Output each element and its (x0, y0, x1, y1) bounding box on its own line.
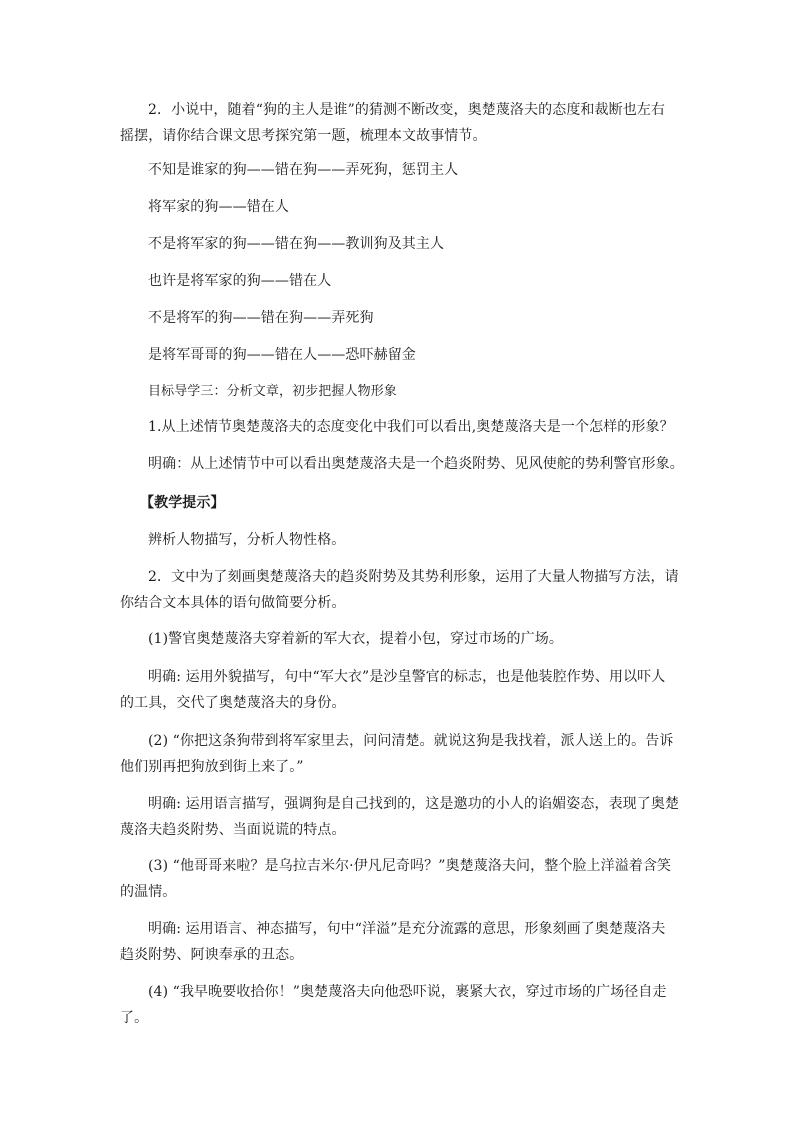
example-2-line-2: 他们别再把狗放到街上来了。” (120, 759, 304, 775)
example-3-line-1: (3) “他哥哥来啦？是乌拉吉米尔·伊凡尼奇吗？”奥楚蔑洛夫问，整个脸上洋溢着含笑 (148, 858, 672, 874)
example-4-line-2: 了。 (120, 1010, 149, 1026)
answer-ex2-line-2: 蔑洛夫趋炎附势、当面说谎的特点。 (120, 822, 346, 838)
plot-line-1: 不知是谁家的狗——错在狗——弄死狗，惩罚主人 (148, 162, 459, 178)
question-2-line-1: 2．小说中，随着“狗的主人是谁”的猜测不断改变，奥楚蔑洛夫的态度和裁断也左右 (148, 102, 666, 118)
plot-line-2: 将军家的狗——错在人 (148, 199, 289, 215)
plot-line-4: 也许是将军家的狗——错在人 (148, 273, 332, 289)
answer-ex2-line-1: 明确: 运用语言描写，强调狗是自己找到的，这是邀功的小人的谄媚姿态，表现了奥楚 (148, 796, 680, 812)
plot-line-3: 不是将军家的狗——错在狗——教训狗及其主人 (148, 236, 445, 252)
example-1: (1)警官奥楚蔑洛夫穿着新的军大衣，提着小包，穿过市场的广场。 (148, 631, 563, 647)
question-2b-line-2: 你结合文本具体的语句做简要分析。 (120, 595, 346, 611)
answer-ex1-line-2: 的工具，交代了奥楚蔑洛夫的身份。 (120, 695, 346, 711)
teaching-tip-body: 辨析人物描写，分析人物性格。 (148, 532, 346, 548)
question-1: 1.从上述情节奥楚蔑洛夫的态度变化中我们可以看出,奥楚蔑洛夫是一个怎样的形象？ (148, 419, 674, 435)
answer-ex3-line-2: 趋炎附势、阿谀奉承的丑态。 (120, 947, 304, 963)
answer-1: 明确：从上述情节中可以看出奥楚蔑洛夫是一个趋炎附势、见风使舵的势利警官形象。 (148, 456, 684, 472)
question-2-line-2: 摇摆，请你结合课文思考探究第一题，梳理本文故事情节。 (120, 128, 487, 144)
question-2b-line-1: 2．文中为了刻画奥楚蔑洛夫的趋炎附势及其势利形象，运用了大量人物描写方法，请 (148, 569, 679, 585)
teaching-tip-title: 【教学提示】 (140, 495, 225, 511)
plot-line-6: 是将军哥哥的狗——错在人——恐吓赫留金 (148, 347, 416, 363)
goal-3-heading: 目标导学三：分析文章，初步把握人物形象 (148, 384, 397, 399)
answer-ex1-line-1: 明确: 运用外貌描写，句中“军大衣”是沙皇警官的标志，也是他装腔作势、用以吓人 (148, 669, 666, 685)
example-2-line-1: (2) “你把这条狗带到将军家里去，问问清楚。就说这狗是我找着，派人送上的。告诉 (148, 733, 674, 749)
plot-line-5: 不是将军的狗——错在狗——弄死狗 (148, 310, 374, 326)
answer-ex3-line-1: 明确: 运用语言、神态描写，句中“洋溢”是充分流露的意思，形象刻画了奥楚蔑洛夫 (148, 921, 666, 937)
example-3-line-2: 的温情。 (120, 884, 177, 900)
example-4-line-1: (4) “我早晚要收拾你！”奥楚蔑洛夫向他恐吓说，裹紧大衣，穿过市场的广场径自走 (148, 984, 667, 1000)
